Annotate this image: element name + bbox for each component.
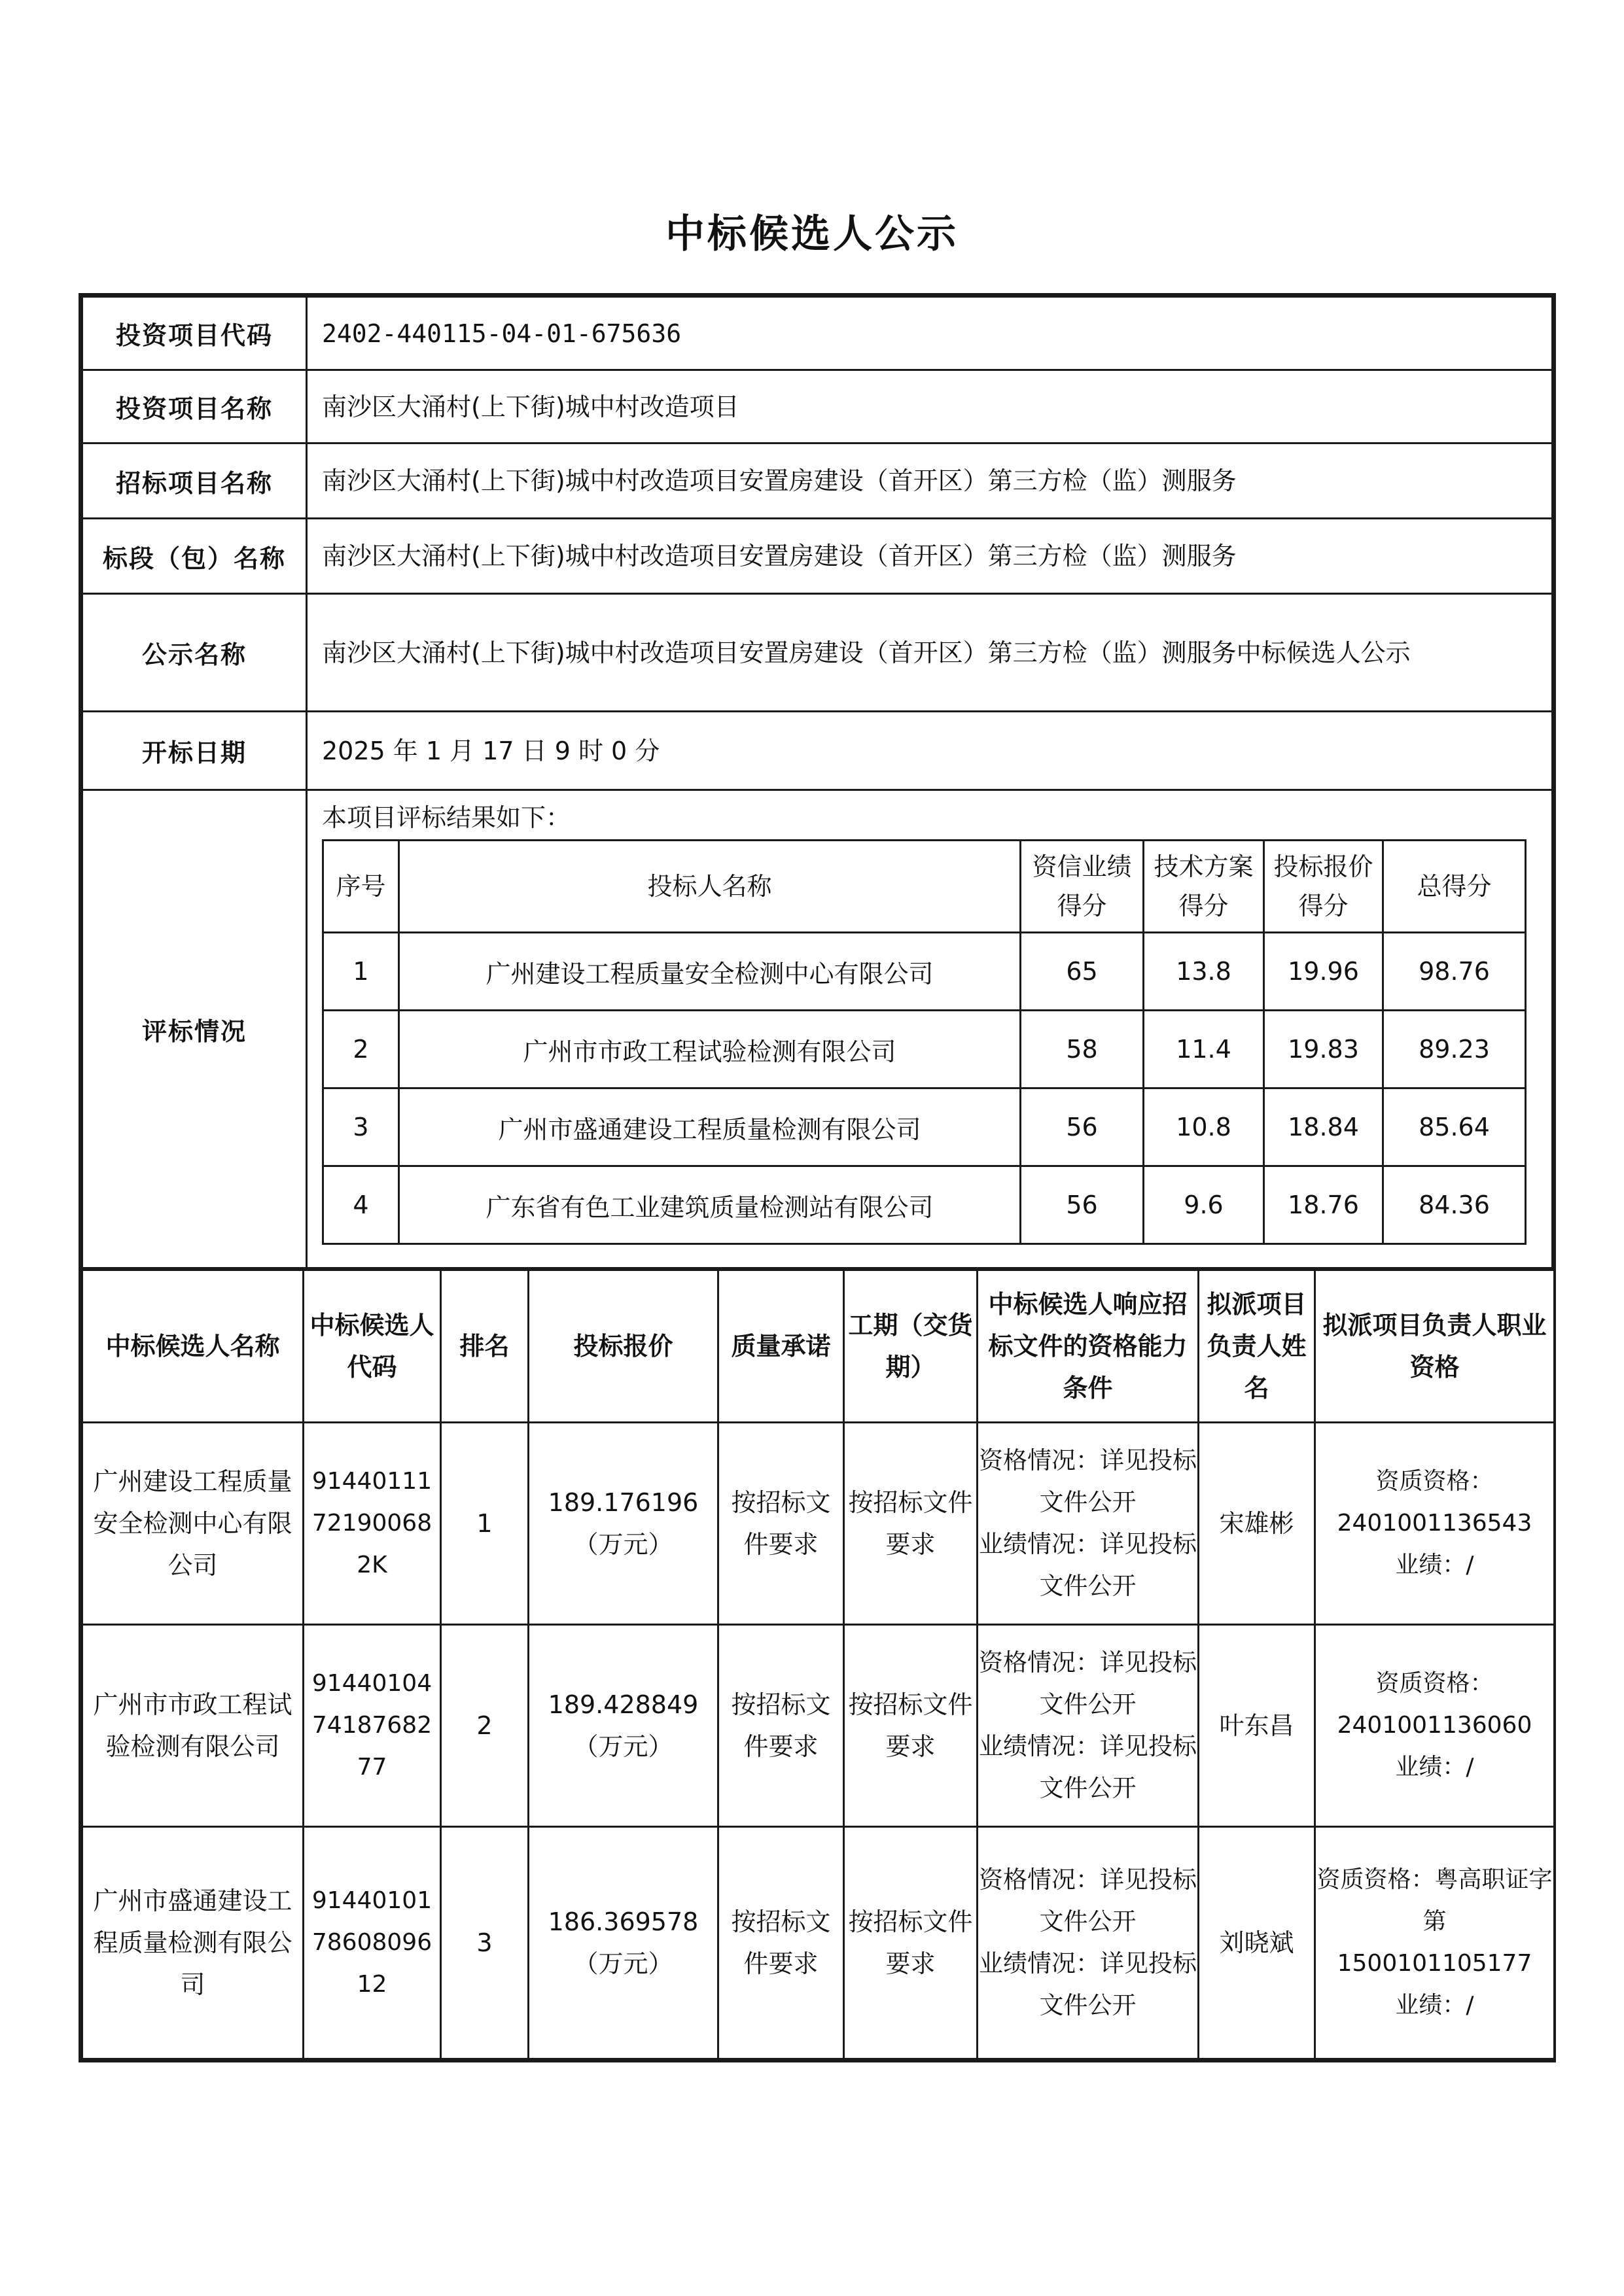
cand-qual-line: 业绩情况：详见投标文件公开: [979, 1949, 1197, 2019]
score-header-bidder: 投标人名称: [399, 841, 1021, 933]
score-no: 1: [323, 933, 399, 1011]
score-header-no: 序号: [323, 841, 399, 933]
label-open-date: 开标日期: [82, 712, 307, 790]
cand-qual-line: 资格情况：详见投标文件公开: [979, 1648, 1197, 1718]
candidate-row: [82, 1423, 1555, 1625]
announcement-table: [79, 293, 1556, 2062]
score-bidder: 广州建设工程质量安全检测中心有限公司: [399, 933, 1021, 1011]
evaluation-intro: 本项目评标结果如下：: [322, 803, 571, 832]
cand-header-name: 中标候选人名称: [82, 1270, 304, 1423]
score-row: [323, 1166, 1526, 1244]
cand-rank: 2: [441, 1625, 529, 1827]
cand-cert-number: 1500101105177: [1337, 1950, 1532, 1977]
cand-cert-performance: 业绩：/: [1395, 1992, 1474, 2019]
cand-name: 广州市市政工程试验检测有限公司: [82, 1625, 304, 1827]
cand-cert-label: 资质资格：: [1375, 1468, 1494, 1495]
value-project-code: 2402-440115-04-01-675636: [307, 297, 1553, 370]
candidate-row: [82, 1625, 1555, 1827]
score-total: 85.64: [1383, 1088, 1526, 1166]
score-tech: 10.8: [1144, 1088, 1264, 1166]
evaluation-cell: [307, 790, 1553, 1268]
project-info-table: [81, 296, 1553, 1269]
label-evaluation: 评标情况: [82, 790, 307, 1268]
value-open-date: 2025 年 1 月 17 日 9 时 0 分: [307, 712, 1553, 790]
cand-cert-performance: 业绩：/: [1395, 1754, 1474, 1781]
cand-cert-number: 2401001136060: [1337, 1712, 1532, 1739]
score-header-total: 总得分: [1383, 841, 1526, 933]
cand-qual-line: 资格情况：详见投标文件公开: [979, 1866, 1197, 1936]
score-credit: 56: [1021, 1166, 1144, 1244]
score-bidder: 广东省有色工业建筑质量检测站有限公司: [399, 1166, 1021, 1244]
value-notice-name: 南沙区大涌村(上下街)城中村改造项目安置房建设（首开区）第三方检（监）测服务中标候选人公示: [307, 594, 1553, 712]
score-price: 18.76: [1264, 1166, 1383, 1244]
score-credit: 56: [1021, 1088, 1144, 1166]
cand-qualification: [978, 1827, 1199, 2059]
cand-header-person: 拟派项目负责人姓名: [1199, 1270, 1315, 1423]
cand-qualification: [978, 1625, 1199, 1827]
cand-header-code: 中标候选人代码: [304, 1270, 441, 1423]
label-project-code: 投资项目代码: [82, 297, 307, 370]
candidate-row: [82, 1827, 1555, 2059]
label-notice-name: 公示名称: [82, 594, 307, 712]
value-project-name: 南沙区大涌村(上下街)城中村改造项目: [307, 370, 1553, 444]
score-header-price: 投标报价得分: [1264, 841, 1383, 933]
cand-name: 广州建设工程质量安全检测中心有限公司: [82, 1423, 304, 1625]
score-tech: 11.4: [1144, 1011, 1264, 1088]
score-price: 18.84: [1264, 1088, 1383, 1166]
score-header-credit: 资信业绩得分: [1021, 841, 1144, 933]
score-row: [323, 1088, 1526, 1166]
cand-header-quality: 质量承诺: [718, 1270, 844, 1423]
cand-qual-line: 业绩情况：详见投标文件公开: [979, 1732, 1197, 1802]
cand-person: 宋雄彬: [1199, 1423, 1315, 1625]
score-table: [322, 839, 1527, 1245]
label-project-name: 投资项目名称: [82, 370, 307, 444]
cand-code: 91440111721900682K: [304, 1423, 441, 1625]
score-credit: 58: [1021, 1011, 1144, 1088]
score-total: 84.36: [1383, 1166, 1526, 1244]
cand-rank: 3: [441, 1827, 529, 2059]
cand-header-price: 投标报价: [529, 1270, 718, 1423]
score-tech: 9.6: [1144, 1166, 1264, 1244]
cand-price-unit: （万元）: [573, 1732, 673, 1761]
cand-qual-line: 业绩情况：详见投标文件公开: [979, 1530, 1197, 1600]
cand-header-rank: 排名: [441, 1270, 529, 1423]
cand-qual-line: 资格情况：详见投标文件公开: [979, 1446, 1197, 1516]
cand-period: 按招标文件要求: [844, 1625, 978, 1827]
score-price: 19.96: [1264, 933, 1383, 1011]
cand-cert: [1315, 1423, 1555, 1625]
score-row: [323, 933, 1526, 1011]
cand-header-cert: 拟派项目负责人职业资格: [1315, 1270, 1555, 1423]
value-tender-name: 南沙区大涌村(上下街)城中村改造项目安置房建设（首开区）第三方检（监）测服务: [307, 444, 1553, 519]
cand-period: 按招标文件要求: [844, 1423, 978, 1625]
cand-rank: 1: [441, 1423, 529, 1625]
cand-price-value: 186.369578: [548, 1907, 699, 1936]
cand-price-value: 189.176196: [548, 1488, 699, 1517]
score-bidder: 广州市市政工程试验检测有限公司: [399, 1011, 1021, 1088]
score-price: 19.83: [1264, 1011, 1383, 1088]
cand-price-unit: （万元）: [573, 1949, 673, 1978]
cand-price-unit: （万元）: [573, 1530, 673, 1559]
cand-quality: 按招标文件要求: [718, 1625, 844, 1827]
cand-cert-number: 2401001136543: [1337, 1510, 1532, 1537]
candidate-table: [81, 1269, 1555, 2060]
score-no: 2: [323, 1011, 399, 1088]
cand-cert-label: 资质资格：粤高职证字第: [1316, 1866, 1553, 1935]
cand-cert: [1315, 1827, 1555, 2059]
score-header-tech: 技术方案得分: [1144, 841, 1264, 933]
cand-code: 914401017860809612: [304, 1827, 441, 2059]
score-no: 4: [323, 1166, 399, 1244]
score-total: 98.76: [1383, 933, 1526, 1011]
cand-price: [529, 1625, 718, 1827]
cand-name: 广州市盛通建设工程质量检测有限公司: [82, 1827, 304, 2059]
score-row: [323, 1011, 1526, 1088]
cand-cert-label: 资质资格：: [1375, 1670, 1494, 1697]
cand-code: 914401047418768277: [304, 1625, 441, 1827]
value-section-name: 南沙区大涌村(上下街)城中村改造项目安置房建设（首开区）第三方检（监）测服务: [307, 519, 1553, 594]
score-credit: 65: [1021, 933, 1144, 1011]
cand-price: [529, 1827, 718, 2059]
score-no: 3: [323, 1088, 399, 1166]
label-tender-name: 招标项目名称: [82, 444, 307, 519]
cand-price-value: 189.428849: [548, 1690, 699, 1719]
cand-price: [529, 1423, 718, 1625]
cand-cert-performance: 业绩：/: [1395, 1552, 1474, 1578]
label-section-name: 标段（包）名称: [82, 519, 307, 594]
cand-quality: 按招标文件要求: [718, 1827, 844, 2059]
cand-cert: [1315, 1625, 1555, 1827]
score-total: 89.23: [1383, 1011, 1526, 1088]
cand-person: 刘晓斌: [1199, 1827, 1315, 2059]
score-tech: 13.8: [1144, 933, 1264, 1011]
cand-qualification: [978, 1423, 1199, 1625]
page-title: 中标候选人公示: [665, 211, 959, 257]
cand-quality: 按招标文件要求: [718, 1423, 844, 1625]
cand-period: 按招标文件要求: [844, 1827, 978, 2059]
cand-person: 叶东昌: [1199, 1625, 1315, 1827]
score-bidder: 广州市盛通建设工程质量检测有限公司: [399, 1088, 1021, 1166]
cand-header-qualification: 中标候选人响应招标文件的资格能力条件: [978, 1270, 1199, 1423]
cand-header-period: 工期（交货期）: [844, 1270, 978, 1423]
